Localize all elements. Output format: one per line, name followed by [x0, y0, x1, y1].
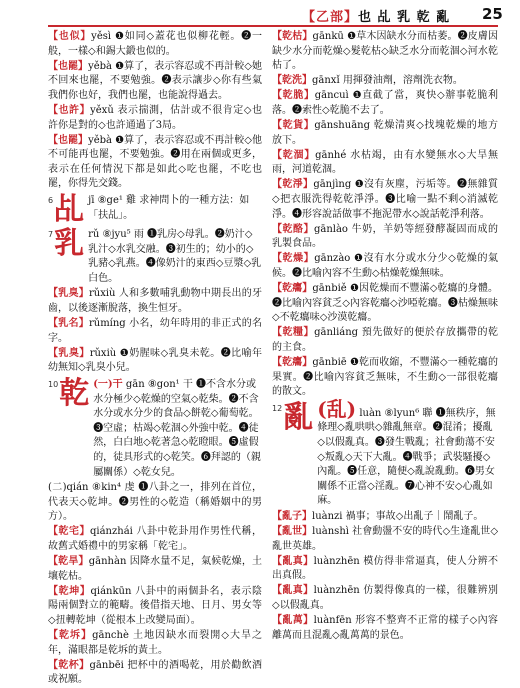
dictionary-entry	[272, 74, 498, 89]
dictionary-entry	[272, 119, 498, 148]
headword: 【亂子】	[272, 511, 312, 522]
second-reading: (二)qián ⑧kin⁴ 虔 ❶八卦之一，排列在首位，代表天◇乾坤。❷男性的◇乾造（稱婚姻中的男方）。	[48, 482, 262, 523]
simplified-character: (乱)	[317, 396, 357, 421]
dictionary-entry	[272, 584, 498, 613]
pronunciation: jī ⑧ge¹ 雞 求神問卜的一種方法：如「扶乩」。	[88, 195, 250, 221]
running-head	[302, 6, 450, 25]
definition: gānliáng 預先做好的便於存放攜帶的乾的主食。	[272, 327, 498, 353]
headword: 【亂世】	[272, 526, 313, 538]
reading-text: gān ⑧gon¹ 干 ❶不含水分或水分極少◇乾燥的空氣◇乾柴。❷不含水分或水分少的食品◇餅乾◇葡萄乾。❸空虛；枯竭◇乾涸◇外強中乾。❹徒然，白白地◇乾著急◇乾瞪眼。❺虛假的，徒具形式的◇乾笑。❻拜認的（親屬關係）◇乾女兒。	[93, 378, 261, 478]
dictionary-entry	[48, 104, 262, 133]
definition: gānbēi 把杯中的酒喝乾，用於勸飲酒或祝願。	[48, 659, 263, 686]
entries-top-left	[48, 30, 262, 192]
header-chars: 也 乩 乳 乾 亂	[358, 10, 451, 25]
definition: yěsì ❶如同◇蓋花也似柳花輕。❷一般，一樣◇和錫大鍛也似的。	[48, 31, 262, 57]
definition: rǔxiù 人和多數哺乳動物中期長出的牙齒，以後逐漸脫落，換生恒牙。	[48, 288, 263, 314]
dictionary-entry	[272, 510, 498, 525]
definition: gānzào ❶沒有水分或水分少◇乾燥的氣候。❷比喻內容不生動◇枯燥乾燥無味。	[272, 253, 499, 279]
entries-bottom-left	[48, 525, 262, 688]
entries-mid-left	[48, 287, 262, 376]
dictionary-entry	[48, 629, 262, 658]
section-label: 【乙部】	[302, 10, 359, 25]
stroke-count: 10	[48, 379, 59, 389]
headword: 【乾枯】	[272, 31, 313, 42]
big-character: 乳	[54, 226, 85, 262]
headword: 【亂真】	[272, 585, 314, 597]
definition: luànfēn 形容不整齊不正常的樣子◇內容離萬而且混亂◇亂萬萬的景色。	[272, 615, 498, 641]
dictionary-entry	[272, 89, 498, 118]
definition: yěxǔ 表示揣測，估計或不很肯定◇也許你是對的◇也許通過了3局。	[48, 104, 262, 131]
definition: gānbiě ❶因乾燥而不豐滿◇乾癟的身體。❷比喻內容貧乏◇內容乾癟◇沙啞乾癟。❸枯燥無味◇不乾癟味◇沙漠乾癟。	[272, 283, 499, 324]
dictionary-entry	[272, 614, 498, 643]
dictionary-entry	[272, 282, 498, 326]
headword: 【乾洗】	[272, 75, 312, 87]
dictionary-entry	[272, 223, 498, 252]
definition: gānxǐ 用揮發油劑，溶劑洗衣物。	[312, 75, 463, 87]
definition: luànzhēn 模仿得非常逼真，使人分辨不出真假。	[272, 555, 498, 582]
headword: 【乾癟】	[272, 283, 313, 295]
dictionary-entry	[48, 30, 262, 59]
character-entry-luan	[272, 396, 498, 509]
character-entry-ru	[48, 228, 262, 286]
dictionary-entry	[48, 555, 262, 584]
headword: 【乳名】	[48, 318, 89, 330]
headword: 【乾淨】	[272, 179, 314, 191]
dictionary-entry	[48, 659, 262, 688]
definition: qiánzhái 八卦中乾卦用作男性代稱，故舊式婚禮中的男家稱「乾宅」。	[48, 526, 262, 552]
dictionary-entry	[48, 525, 262, 554]
stroke-count: 12	[272, 403, 283, 413]
headword: 【也許】	[48, 104, 91, 116]
character-entry-qian	[48, 375, 262, 480]
headword: 【也似】	[48, 31, 92, 42]
headword: 【乾糧】	[272, 327, 315, 339]
dictionary-entry	[48, 347, 262, 376]
dictionary-entry	[48, 287, 262, 316]
headword: 【乾脆】	[272, 90, 315, 102]
stroke-count: 7	[48, 230, 54, 240]
definition: gānkū ❶草木因缺水分而枯萎。❷皮膚因缺少水分而乾燥◇髮乾枯◇缺乏水分而乾涸◇河水乾枯了。	[272, 31, 499, 72]
header-rule	[48, 25, 498, 27]
dictionary-entry	[48, 317, 262, 346]
big-character: 乾	[59, 375, 90, 411]
definition: gāncuì ❶直截了當，爽快◇辦事乾脆利落。❷索性◇乾脆不去了。	[272, 90, 498, 116]
definition: gānjìng ❶沒有灰塵，污垢等。❷無雜質◇把衣服洗得乾乾淨淨。❸比喻一點不剩◇消滅乾淨。❹形容說話做事不拖泥帶水◇說話乾淨利落。	[272, 179, 498, 220]
pronunciation: rǔ ⑧jyu⁵ 雨 ❶乳房◇母乳。❷奶汁◇乳汁◇水乳交融。❸初生的；幼小的◇乳豬◇乳燕。❹像奶汁的東西◇豆漿◇乳白色。	[88, 229, 262, 284]
headword: 【乾貨】	[272, 120, 315, 132]
headword: 【也罷】	[48, 60, 89, 72]
headword: 【乾杯】	[48, 659, 90, 671]
definition: gānchè 土地因缺水而裂開◇大旱之年，滿眼都是乾坼的黃土。	[48, 630, 262, 656]
headword: 【乾坼】	[48, 630, 93, 642]
headword: 【乾燥】	[272, 253, 315, 265]
dictionary-entry	[272, 555, 498, 584]
definition: qiánkūn 八卦中的兩個卦名，表示陰陽兩個對立的範疇。後借指天地、日月、男女等◇扭轉乾坤（從根本上改變局面）。	[48, 585, 262, 626]
reading-label: (一)干	[93, 378, 123, 390]
headword: 【乾癟】	[272, 357, 313, 369]
headword: 【乳臭】	[48, 347, 90, 359]
headword: 【乾坤】	[48, 585, 91, 597]
headword: 【也罷】	[48, 134, 89, 146]
dictionary-entry	[272, 178, 498, 222]
definition: rǔmíng 小名，幼年時用的非正式的名字。	[48, 318, 263, 344]
left-column	[48, 30, 262, 688]
definition: gānhàn 因降水量不足，氣候乾燥，土壤乾枯。	[48, 556, 263, 582]
definition: gānbiē ❶乾而收縮，不豐滿◇一種乾癟的果實。❷比喻內容貧乏無味，不生動◇一部很乾癟的散文。	[272, 357, 499, 398]
big-character: 亂	[283, 399, 314, 435]
page-number: 25	[482, 5, 503, 23]
definition: yěbà ❶算了，表示容忍或不再計較◇她不回來也罷，不要勉強。❷表示讓步◇你有些氣我們你也好，我們也罷，也能說得過去。	[48, 60, 263, 101]
dictionary-entry	[48, 134, 262, 192]
pronunciation	[317, 396, 498, 509]
character-entry-ji	[48, 194, 262, 226]
dictionary-entry	[48, 585, 262, 629]
dictionary-entry	[272, 356, 498, 400]
definition: luànzi 禍事；事故◇出亂子｜鬧亂子。	[312, 511, 484, 522]
headword: 【乾宅】	[48, 526, 90, 538]
headword: 【亂真】	[272, 555, 314, 567]
dictionary-entry	[48, 60, 262, 104]
headword: 【乾旱】	[48, 556, 89, 568]
right-column	[272, 30, 498, 644]
headword: 【亂萬】	[272, 615, 314, 627]
definition: rǔxiù ❶奶腥味◇乳臭未乾。❷比喻年幼無知◇乳臭小兒。	[48, 347, 262, 374]
dictionary-entry	[272, 30, 498, 74]
dictionary-entry	[272, 149, 498, 178]
definition: luànshì 社會動盪不安的時代◇生逢亂世◇亂世英雄。	[272, 526, 499, 552]
definition: yěbà ❶算了，表示容忍或不再計較◇他不可能再也罷，不要勉強。❷用在兩個或更多，表示在任何情況下都是如此◇吃也罷，不吃也罷，你得先交錢。	[48, 134, 263, 190]
headword: 【乾酪】	[272, 223, 314, 235]
big-character: 乩	[54, 192, 85, 228]
dictionary-entry	[272, 326, 498, 355]
pronunciation	[93, 378, 262, 480]
dictionary-entry	[272, 252, 498, 281]
definition: gānhé 水枯竭，由有水變無水◇大旱無雨，河道乾涸。	[272, 149, 499, 176]
headword: 【乳臭】	[48, 288, 89, 300]
reading-text: luàn ⑧lyun⁶ 聯 ❶無秩序，無條理◇亂哄哄◇雜亂無章。❷混淆；擾亂◇以假亂真。❸發生戰亂；社會動蕩不安◇叛亂◇天下大亂。❹戰爭；武裝騷擾◇內亂。❺任意，隨便◇亂說亂動。❻男女關係不正當◇淫亂。❼心神不安◇心亂如麻。	[317, 407, 496, 507]
headword: 【乾涸】	[272, 149, 316, 161]
dictionary-entry	[272, 525, 498, 554]
entries-bottom-right	[272, 510, 498, 643]
definition: luànzhēn 仿製得像真的一樣，很難辨別◇以假亂真。	[272, 585, 498, 612]
stroke-count: 6	[48, 196, 54, 206]
entries-top-right	[272, 30, 498, 400]
definition: gānlào 牛奶，羊奶等經發酵凝固而成的乳製食品。	[272, 223, 498, 250]
definition: gānshuāng 乾燥清爽◇找塊乾燥的地方放下。	[272, 120, 498, 146]
page-header	[0, 0, 520, 26]
